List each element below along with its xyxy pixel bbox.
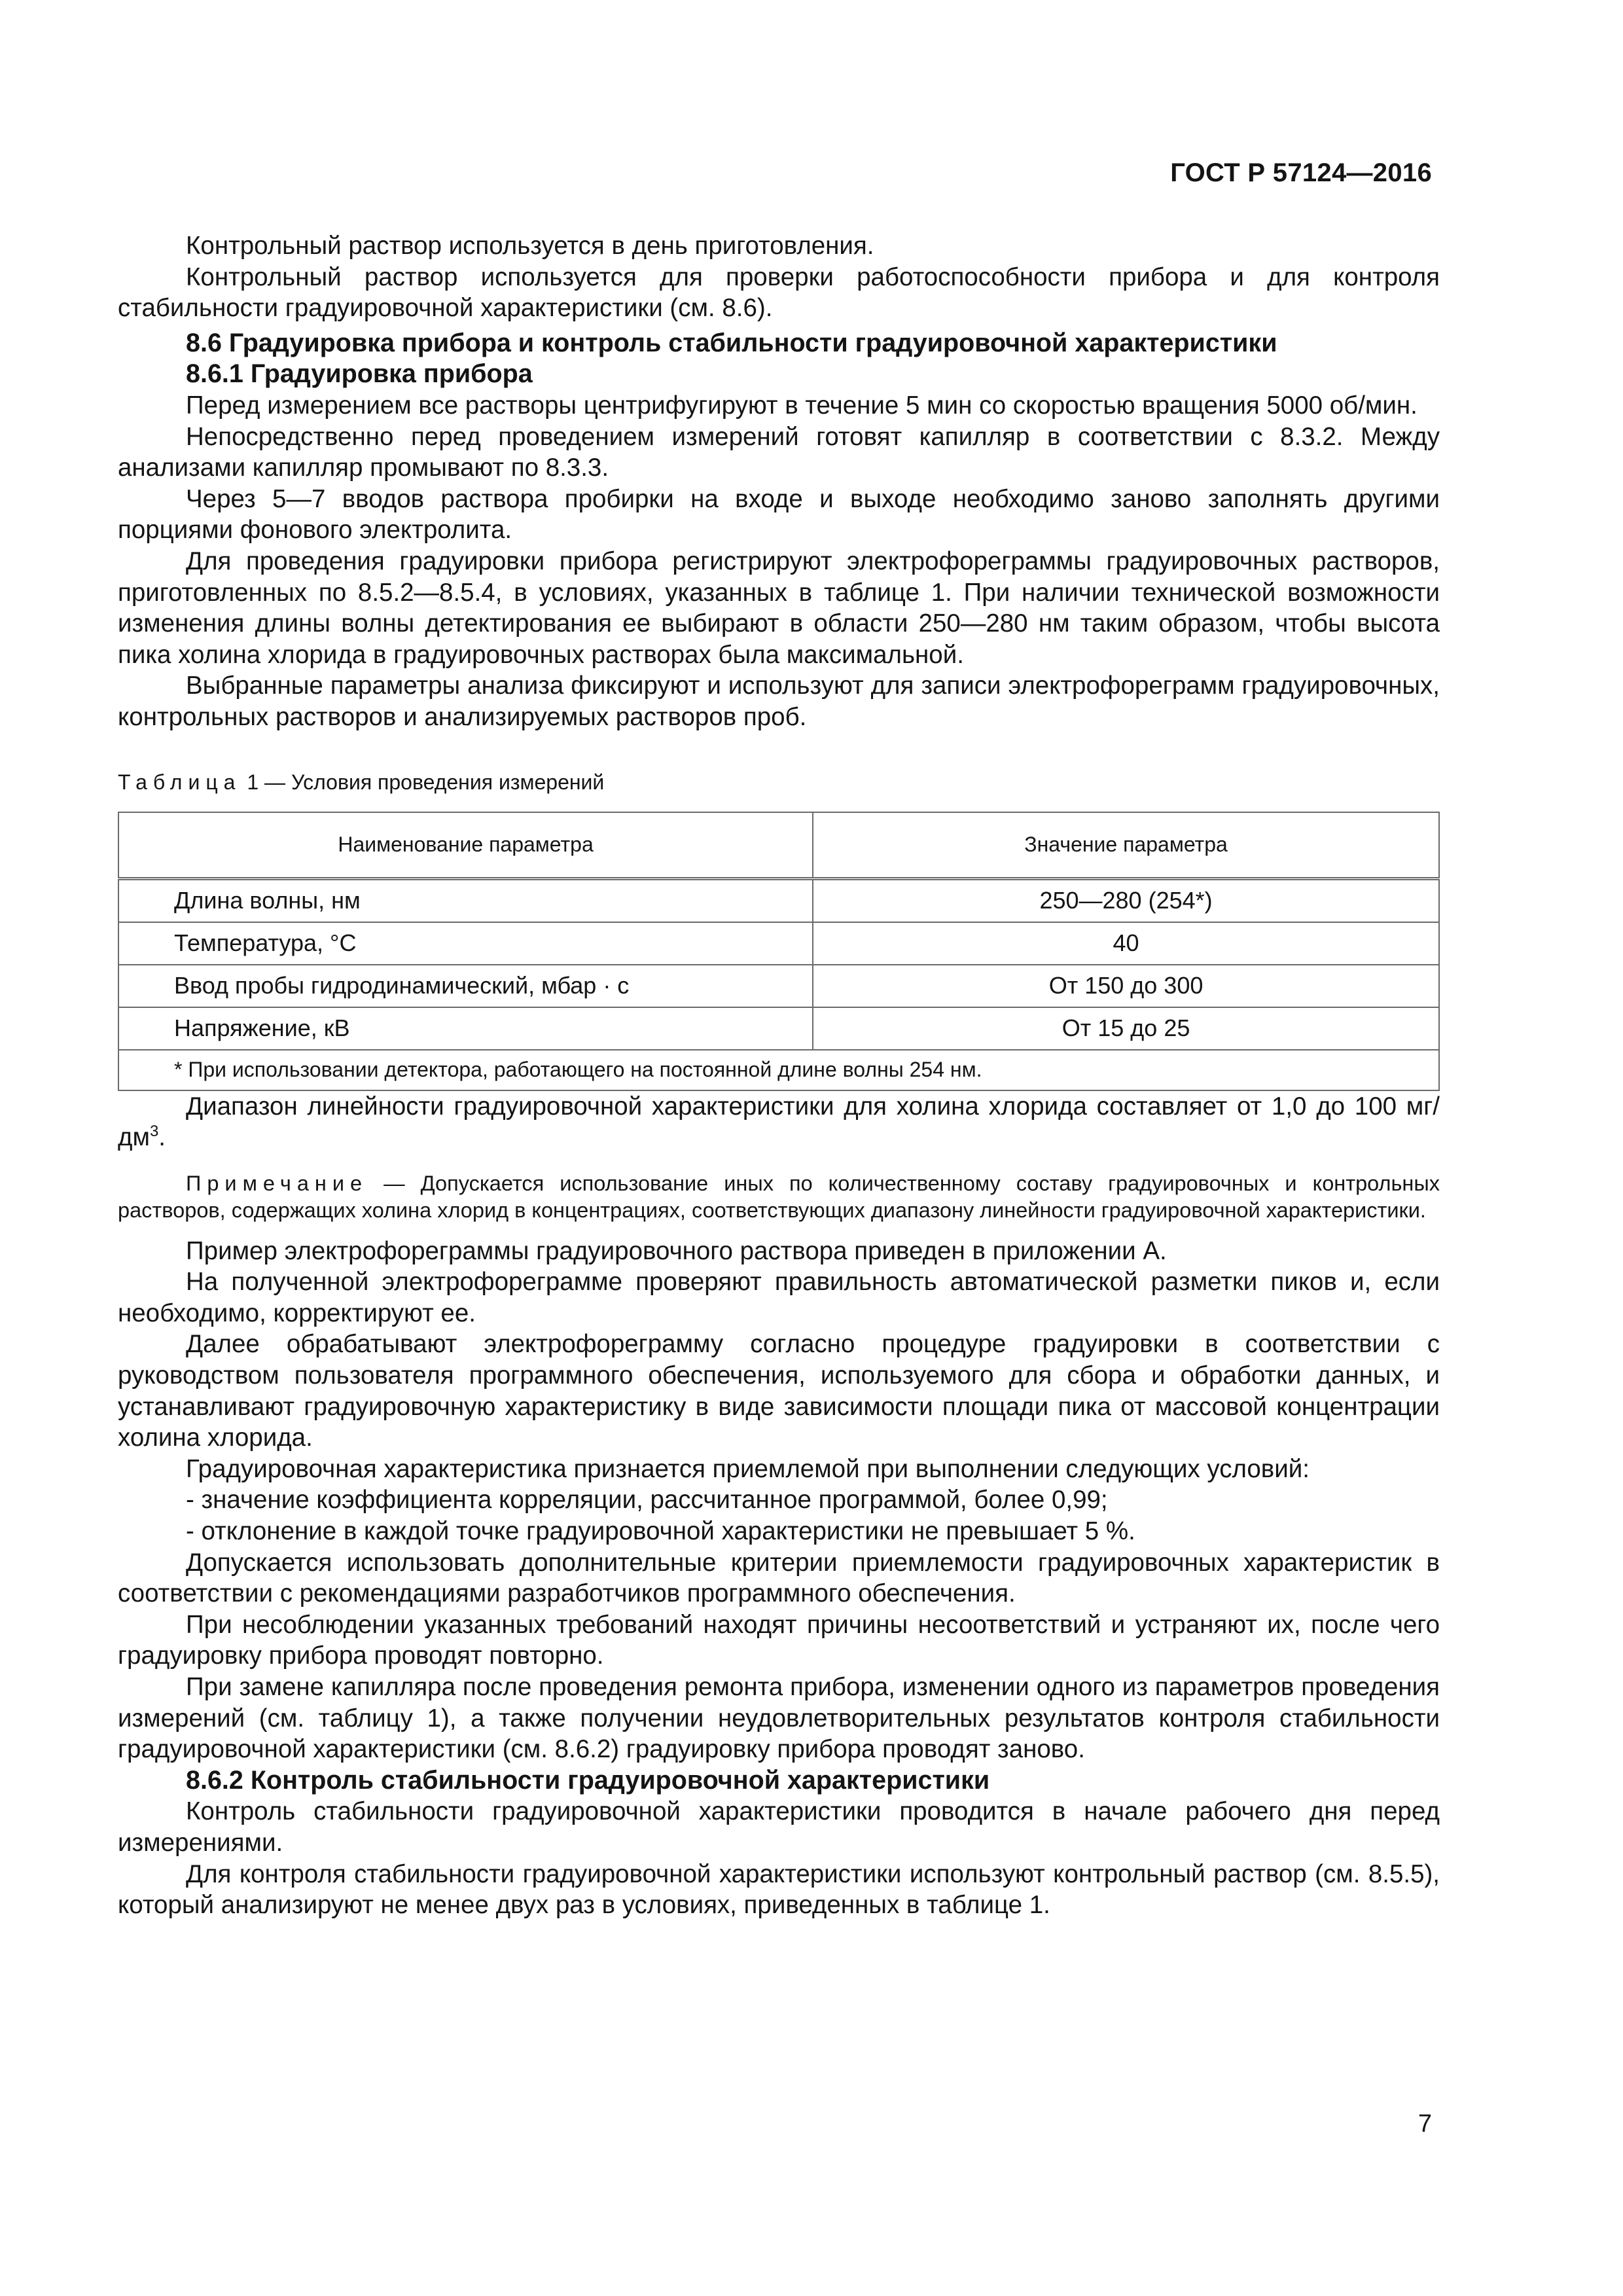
table-caption: [118, 768, 1440, 796]
paragraph: Через 5—7 вводов раствора пробирки на входе и выходе необходимо заново заполнять другими порциями фонового электролита.: [118, 484, 1440, 545]
standard-header: ГОСТ Р 57124—2016: [1170, 158, 1432, 187]
table-footnote: * При использовании детектора, работающего на постоянной длине волны 254 нм.: [118, 1050, 1439, 1090]
page-number: 7: [1418, 2110, 1432, 2138]
parameter-name: Ввод пробы гидродинамический, мбар · с: [118, 965, 813, 1007]
note-label: Примечание: [186, 1171, 368, 1195]
paragraph: Контроль стабильности градуировочной характеристики проводится в начале рабочего дня перед измерениями.: [118, 1797, 1440, 1857]
paragraph-linearity: [118, 1091, 1440, 1153]
parameter-value: От 150 до 300: [813, 965, 1439, 1007]
paragraph: Далее обрабатывают электрофореграмму согласно процедуре градуировки в соответствии с руководством пользователя программного обеспечения, используемого для сбора и обработки данных, и устанавливают градуировочную характеристику в виде зависимости площади пика от массовой концентрации холина хлорида.: [118, 1330, 1440, 1452]
table-caption-label: Таблица: [118, 770, 241, 794]
section-heading-8-6-1: 8.6.1 Градуировка прибора: [186, 359, 533, 389]
table-row: [118, 878, 1439, 922]
linearity-text: Диапазон линейности градуировочной характеристики для холина хлорида составляет от 1,0 до 100 мг/дм: [118, 1092, 1440, 1152]
paragraph: Контрольный раствор используется в день приготовления.: [186, 232, 874, 260]
paragraph: Контрольный раствор используется для проверки работоспособности прибора и для контроля стабильности градуировочной характеристики (см. 8.6).: [118, 262, 1440, 323]
paragraph: На полученной электрофореграмме проверяют правильность автоматической разметки пиков и, если необходимо, корректируют ее.: [118, 1268, 1440, 1327]
table-row: [118, 965, 1439, 1007]
paragraph: Для проведения градуировки прибора регистрируют электрофореграммы градуировочных растворов, приготовленных по 8.5.2—8.5.4, в условиях, указанных в таблице 1. При наличии технической возможности изменения длины волны детектирования ее выбирают в области 250—280 нм таким образом, чтобы высота пика холина хлорида в градуировочных растворах была максимальной.: [118, 547, 1440, 669]
table-row: [118, 1007, 1439, 1050]
parameter-value: 40: [813, 922, 1439, 965]
paragraph: При несоблюдении указанных требований находят причины несоответствий и устраняют их, после чего градуировку прибора проводят повторно.: [118, 1610, 1440, 1670]
paragraph: Выбранные параметры анализа фиксируют и используют для записи электрофореграмм градуировочных, контрольных растворов и анализируемых растворов проб.: [118, 672, 1440, 731]
note: [118, 1170, 1440, 1224]
parameter-name: Длина волны, нм: [118, 878, 813, 922]
paragraph: При замене капилляра после проведения ремонта прибора, изменении одного из параметров проведения измерений (см. таблицу 1), а также получении неудовлетворительных результатов контроля стабильности градуировочной характеристики (см. 8.6.2) градуировку прибора проводят заново.: [118, 1673, 1440, 1764]
page-content: [118, 230, 1440, 1921]
column-header-value: Значение параметра: [813, 812, 1439, 879]
note-text: — Допускается использование иных по количественному составу градуировочных и контрольных растворов, содержащих холина хлорид в концентрациях, соответствующих диапазону линейности градуировочной характеристики.: [118, 1171, 1440, 1222]
parameter-value: От 15 до 25: [813, 1007, 1439, 1050]
section-heading-8-6: 8.6 Градуировка прибора и контроль стабильности градуировочной характеристики: [186, 328, 1277, 357]
parameters-table: [118, 812, 1440, 1091]
parameter-value: 250—280 (254*): [813, 878, 1439, 922]
table-footnote-row: [118, 1050, 1439, 1090]
paragraph: Допускается использовать дополнительные критерии приемлемости градуировочных характеристик в соответствии с рекомендациями разработчиков программного обеспечения.: [118, 1548, 1440, 1608]
list-item: - значение коэффициента корреляции, рассчитанное программой, более 0,99;: [186, 1486, 1108, 1515]
section-heading-8-6-2: 8.6.2 Контроль стабильности градуировочной характеристики: [186, 1765, 990, 1795]
parameter-name: Напряжение, кВ: [118, 1007, 813, 1050]
paragraph: Перед измерением все растворы центрифугируют в течение 5 мин со скоростью вращения 5000 об/мин.: [186, 391, 1418, 420]
table-row: [118, 922, 1439, 965]
paragraph: Для контроля стабильности градуировочной характеристики используют контрольный раствор (см. 8.5.5), который анализируют не менее двух раз в условиях, приведенных в таблице 1.: [118, 1859, 1440, 1920]
superscript: 3: [149, 1122, 159, 1141]
table-caption-text: 1 — Условия проведения измерений: [241, 770, 605, 794]
linearity-end: .: [158, 1123, 166, 1152]
paragraph: Градуировочная характеристика признается приемлемой при выполнении следующих условий:: [186, 1454, 1310, 1483]
table-header-row: [118, 812, 1439, 879]
list-item: - отклонение в каждой точке градуировочной характеристики не превышает 5 %.: [186, 1517, 1135, 1546]
paragraph: Пример электрофореграммы градуировочного раствора приведен в приложении А.: [186, 1236, 1167, 1265]
column-header-parameter: Наименование параметра: [118, 812, 813, 879]
paragraph: Непосредственно перед проведением измерений готовят капилляр в соответствии с 8.3.2. Между анализами капилляр промывают по 8.3.3.: [118, 422, 1440, 482]
parameter-name: Температура, °С: [118, 922, 813, 965]
